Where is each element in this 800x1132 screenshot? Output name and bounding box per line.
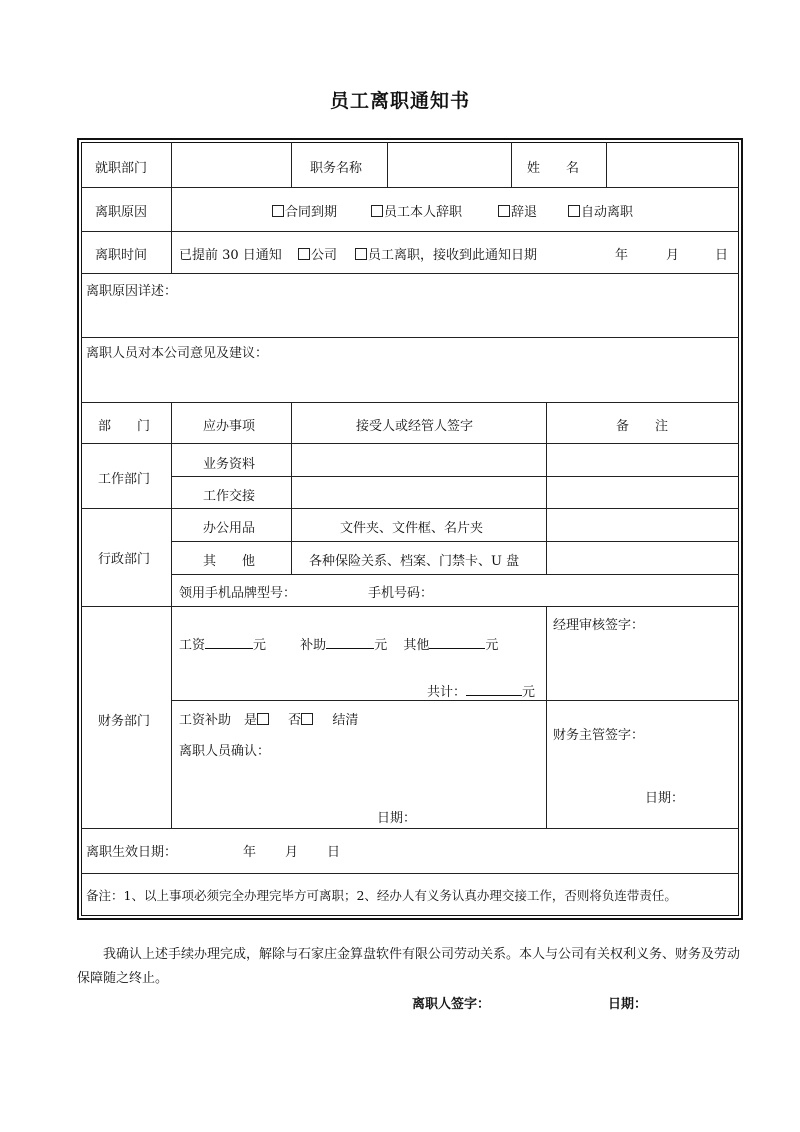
work-dept-label: 工作部门 <box>98 472 151 487</box>
checkbox[interactable] <box>298 248 310 260</box>
row-divider <box>81 187 739 188</box>
col-divider <box>171 142 172 273</box>
notice-prefix: 已提前 30 日通知 <box>179 248 282 263</box>
row-divider <box>81 231 739 232</box>
col-divider <box>387 142 388 187</box>
col-divider <box>546 606 547 828</box>
col-divider <box>171 402 172 828</box>
col-divider <box>291 142 292 187</box>
signer-label: 离职人签字： <box>412 997 491 1012</box>
time-label: 离职时间 <box>95 248 148 263</box>
checkbox-yes[interactable] <box>257 713 269 725</box>
month-unit: 月 <box>666 248 680 263</box>
admin-dept-label: 行政部门 <box>98 552 151 567</box>
header-items: 应办事项 <box>203 419 256 434</box>
reason-option-dismiss[interactable]: 辞退 <box>498 201 537 220</box>
supervisor-date-label: 日期： <box>645 791 685 806</box>
col-divider <box>606 142 607 187</box>
reason-option-resign[interactable]: 员工本人辞职 <box>371 201 462 220</box>
col-divider <box>546 402 547 574</box>
total-line: 共计： 元 <box>427 685 536 700</box>
reason-label: 离职原因 <box>95 205 148 220</box>
confirm-date-label: 日期： <box>377 811 417 826</box>
row-divider <box>81 273 739 274</box>
remark-note: 备注：1、以上事项必须完全办理完毕方可离职；2、经办人有义务认真办理交接工作，否则将负连带责任。 <box>86 888 677 903</box>
total-blank[interactable] <box>466 695 522 696</box>
manager-sign-label: 经理审核签字： <box>553 618 645 633</box>
phone-model-label: 领用手机品牌型号： <box>179 586 297 601</box>
checkbox[interactable] <box>355 248 367 260</box>
checkbox-no[interactable] <box>301 713 313 725</box>
work-item-business-data: 业务资料 <box>203 457 256 472</box>
col-divider <box>511 142 512 187</box>
day-unit: 日 <box>715 248 729 263</box>
row-divider <box>171 574 739 575</box>
phone-number-label: 手机号码： <box>368 586 434 601</box>
confirm-label: 离职人员确认： <box>179 744 271 759</box>
page-title: 员工离职通知书 <box>329 90 470 112</box>
other-blank[interactable] <box>429 648 485 649</box>
year-unit: 年 <box>615 248 629 263</box>
notice-option-employee[interactable]: 员工离职，接收到此通知日期 <box>355 244 537 263</box>
row-divider <box>81 402 739 403</box>
row-divider <box>81 873 739 874</box>
checkbox[interactable] <box>498 205 510 217</box>
admin-item-office-supplies: 办公用品 <box>203 521 256 536</box>
checkbox[interactable] <box>371 205 383 217</box>
col-divider <box>291 402 292 574</box>
admin-item-other-detail: 各种保险关系、档案、门禁卡、U 盘 <box>309 554 520 569</box>
row-divider <box>81 337 739 338</box>
dept-label: 就职部门 <box>95 161 148 176</box>
work-item-handover: 工作交接 <box>203 489 256 504</box>
admin-item-other: 其 他 <box>203 554 256 569</box>
row-divider <box>81 606 739 607</box>
row-divider <box>81 828 739 829</box>
reason-option-self-leave[interactable]: 自动离职 <box>568 201 633 220</box>
checkbox[interactable] <box>272 205 284 217</box>
row-divider <box>171 476 739 477</box>
effective-date-label: 离职生效日期： <box>86 845 178 860</box>
effective-year-unit: 年 <box>243 845 257 860</box>
subsidy-blank[interactable] <box>326 648 374 649</box>
confirmation-paragraph: 我确认上述手续办理完成，解除与石家庄金算盘软件有限公司劳动关系。本人与公司有关权利义务、财务及劳动保障随之终止。 <box>77 947 741 986</box>
admin-item-office-supplies-detail: 文件夹、文件框、名片夹 <box>340 521 484 536</box>
subsidy-settle-line: 工资补助 是 否 结清 <box>179 713 359 728</box>
position-label: 职务名称 <box>310 161 363 176</box>
row-divider <box>81 508 739 509</box>
salary-blank[interactable] <box>205 648 253 649</box>
notice-option-company[interactable]: 公司 <box>298 244 337 263</box>
supervisor-sign-label: 财务主管签字： <box>553 728 645 743</box>
header-dept: 部 门 <box>98 419 151 434</box>
opinion-label: 离职人员对本公司意见及建议： <box>86 346 269 361</box>
effective-month-unit: 月 <box>285 845 299 860</box>
name-label: 姓 名 <box>527 161 580 176</box>
reason-detail-label: 离职原因详述： <box>86 284 178 299</box>
effective-day-unit: 日 <box>327 845 341 860</box>
row-divider <box>171 700 739 701</box>
checkbox[interactable] <box>568 205 580 217</box>
row-divider <box>81 443 739 444</box>
salary-line: 工资 元 补助 元 其他 元 <box>179 638 499 653</box>
header-remark: 备 注 <box>616 419 669 434</box>
finance-dept-label: 财务部门 <box>98 714 151 729</box>
header-signer: 接受人或经管人签字 <box>356 419 474 434</box>
row-divider <box>171 541 739 542</box>
signer-date-label: 日期： <box>608 997 648 1012</box>
reason-option-contract[interactable]: 合同到期 <box>272 201 337 220</box>
